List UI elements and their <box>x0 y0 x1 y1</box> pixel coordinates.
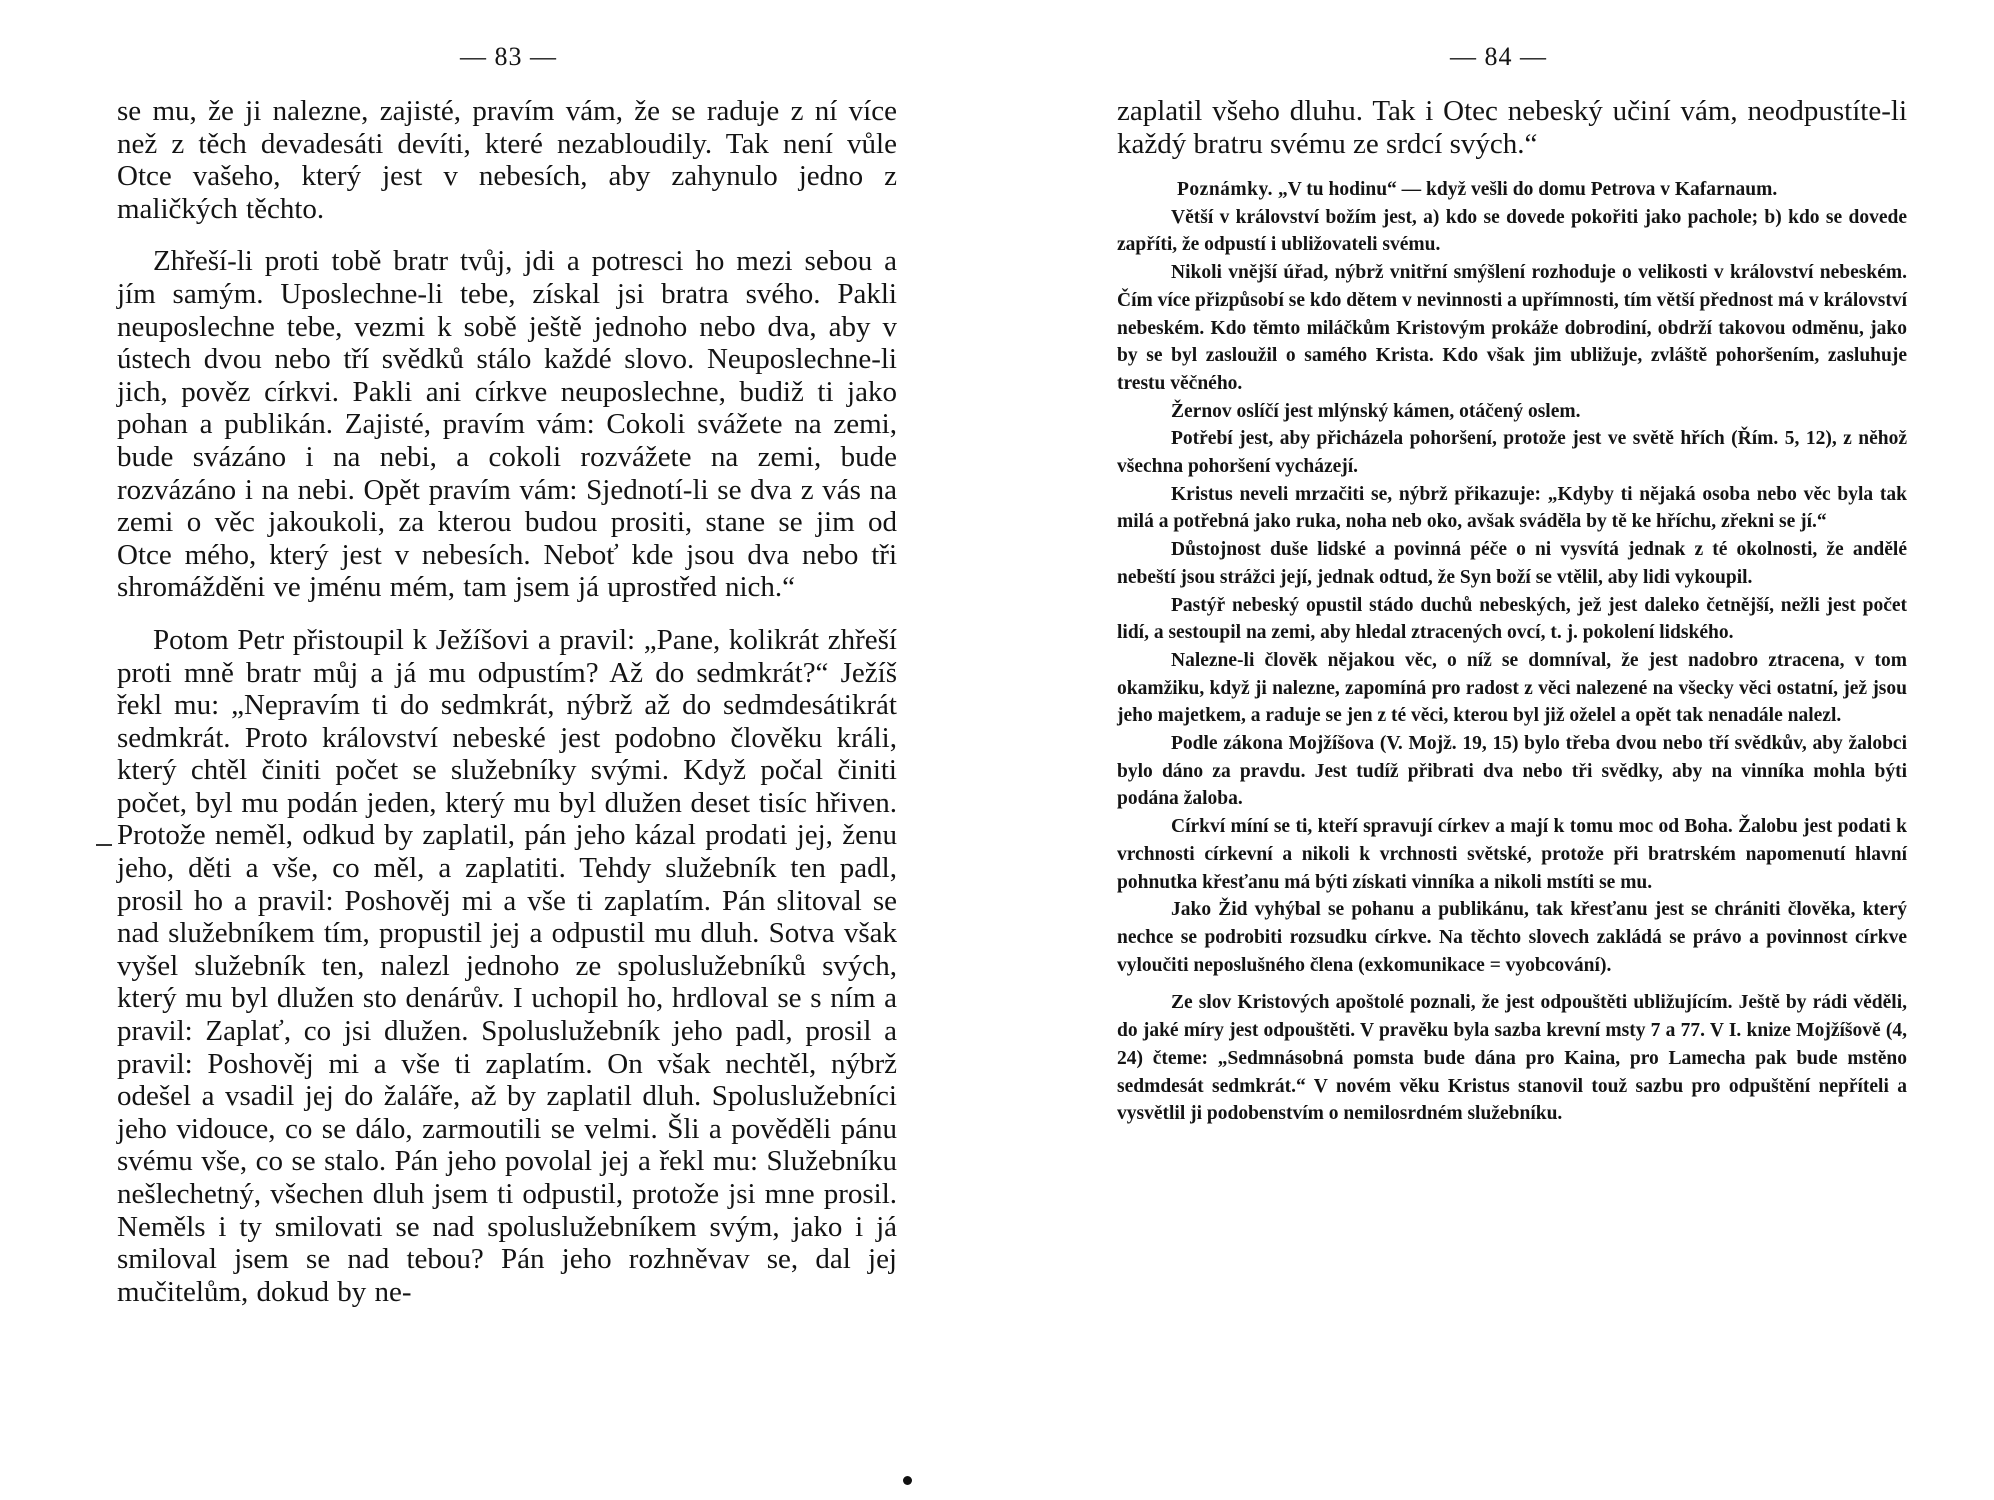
note-paragraph: Podle zákona Mojžíšova (V. Mojž. 19, 15) bylo třeba dvou nebo tří svědkův, aby žalobci bylo dáno za pravdu. Jest tudíž přibrati dva nebo tři svědky, aby na vinníka mohla býti podána žaloba. <box>1117 733 1907 810</box>
notes-section <box>1117 176 1907 1128</box>
right-page-number: — 84 — <box>1450 42 1547 71</box>
note-paragraph: Nikoli vnější úřad, nýbrž vnitřní smýšlení rozhoduje o velikosti v království nebeském. Čím více přizpůsobí se kdo dětem v nevinnosti a upřímnosti, tím větší přednost má v království nebeském. Kdo těmto miláčkům Kristovým prokáže dobrodiní, obdrží takovou odměnu, jako by se byl zasloužil o samého Krista. Kdo však jim ubližuje, zvláště pohoršením, zasluhuje trestu věčného. <box>1117 262 1907 394</box>
note-paragraph: Jako Žid vyhýbal se pohanu a publikánu, tak křesťanu jest se chrániti člověka, který nechce se podrobiti rozsudku církve. Na těchto slovech zakládá se právo a povinnost církve vyloučiti neposlušného člena (exkomunikace = vyobcování). <box>1117 899 1907 976</box>
left-page-number: — 83 — <box>460 42 557 71</box>
note-paragraph: Žernov oslíčí jest mlýnský kámen, otáčený oslem. <box>1171 400 1581 422</box>
notes-first-paragraph <box>1117 176 1907 204</box>
note-paragraph: Pastýř nebeský opustil stádo duchů nebeských, jež jest daleko četnější, nežli jest počet lidí, a sestoupil na zemi, aby hledal ztracených ovcí, t. j. pokolení lidského. <box>1117 594 1907 644</box>
margin-dash-mark <box>96 844 112 846</box>
left-paragraph-3: Potom Petr přistoupil k Ježíšovi a pravil: „Pane, kolikrát zhřeší proti mně bratr můj a já mu odpustím? Až do sedmkrát?“ Ježíš řekl mu: „Nepravím ti do sedmkrát, nýbrž až do sedmdesátikrát sedmkrát. Proto království nebeské jest podobno člověku králi, který chtěl činiti počet se služebníky svými. Když počal činiti počet, byl mu podán jeden, který mu byl dlužen deset tisíc hřiven. Protože neměl, odkud by zaplatil, pán jeho kázal prodati jej, ženu jeho, děti a vše, co měl, a zaplatiti. Tehdy služebník ten padl, prosil ho a pravil: Poshověj mi a vše ti zaplatím. Pán slitoval se nad služebníkem tím, propustil jej a odpustil mu dluh. Sotva však vyšel služebník ten, nalezl jednoho ze spoluslužebníků svých, který mu byl dlužen sto denárův. I uchopil ho, hrdloval se s ním a pravil: Zaplať, co jsi dlužen. Spoluslužebník jeho padl, prosil a pravil: Poshověj mi a vše ti zaplatím. On však nechtěl, nýbrž odešel a vsadil jej do žaláře, až by zaplatil dluh. Spoluslužebníci jeho vidouce, co se dálo, zarmoutili se velmi. Šli a pověděli pánu svému vše, co se stalo. Pán jeho povolal jej a řekl mu: Služebníku nešlechetný, všechen dluh jsem ti odpustil, protože jsi mne prosil. Neměls i ty smilovati se nad spoluslužebníkem svým, jako i já smiloval jsem se nad tebou? Pán jeho rozhněvav se, dal jej mučitelům, dokud by ne- <box>117 623 897 1308</box>
left-paragraph-2: Zhřeší-li proti tobě bratr tvůj, jdi a potresci ho mezi sebou a jím samým. Uposlechne-li tebe, získal jsi bratra svého. Pakli neuposlechne tebe, vezmi k sobě ještě jednoho nebo dva, aby v ústech dvou nebo tří svědků stálo každé slovo. Neuposlechne-li jich, pověz církvi. Pakli ani církve neuposlechne, budiž ti jako pohan a publikán. Zajisté, pravím vám: Cokoli svážete na zemi, bude svázáno i na nebi, a cokoli rozvážete na zemi, bude rozvázáno i na nebi. Opět pravím vám: Sjednotí-li se dva z vás na zemi o věc jakoukoli, za kterou budou prositi, stane se jim od Otce mého, který jest v nebesích. Neboť kde jsou dva nebo tři shromážděni ve jménu mém, tam jsem já uprostřed nich.“ <box>117 245 897 604</box>
left-page-body <box>117 95 897 1308</box>
bullet-dot-mark <box>903 1476 912 1485</box>
notes-first-text: „V tu hodinu“ — když vešli do domu Petrova v Kafarnaum. <box>1277 179 1778 200</box>
right-page-quote <box>1117 95 1907 160</box>
note-paragraph: Ze slov Kristových apoštolé poznali, že jest odpouštěti ubližujícím. Ještě by rádi věděli, do jaké míry jest odpouštěti. V pravěku byla sazba krevní msty 7 a 77. V I. knize Mojžíšově (4, 24) čteme: „Sedmnásobná pomsta bude dána pro Kaina, pro Lamecha pak bude mstěno sedmdesát sedmkrát.“ V novém věku Kristus stanovil touž sazbu pro odpuštění nepříteli a vysvětlil ji podobenstvím o nemilosrdném služebníku. <box>1117 992 1907 1125</box>
quote-ending: zaplatil všeho dluhu. Tak i Otec nebeský učiní vám, neodpustíte-li každý bratru svému ze srdcí svých.“ <box>1117 95 1907 160</box>
right-page <box>997 0 1994 1500</box>
note-paragraph: Církví míní se ti, kteří spravují církev a mají k tomu moc od Boha. Žalobu jest podati k vrchnosti církevní a nikoli k vrchnosti světské, protože při bratrském napomenutí hlavní pohnutka křesťanu má býti získati vinníka a nikoli mstíti se mu. <box>1117 816 1907 893</box>
note-paragraph: Nalezne-li člověk nějakou věc, o níž se domníval, že jest nadobro ztracena, v tom okamžiku, když ji nalezne, zapomíná pro radost z věci nalezené na všecky věci ostatní, jež jsou jeho majetkem, a raduje se jen z té věci, kterou byl již oželel a opět tak nenadále nalezl. <box>1117 649 1907 727</box>
note-paragraph: Důstojnost duše lidské a povinná péče o ni vysvítá jednak z té okolnosti, že andělé nebeští jsou strážci její, jednak odtud, že Syn boží se vtělil, aby lidi vykoupil. <box>1117 539 1907 588</box>
notes-heading: Poznámky. <box>1177 179 1274 200</box>
note-paragraph: Kristus neveli mrzačiti se, nýbrž přikazuje: „Kdyby ti nějaká osoba nebo věc byla tak milá a potřebná jako ruka, noha neb oko, avšak sváděla by tě ke hříchu, zřekni se jí.“ <box>1117 483 1907 533</box>
note-paragraph: Větší v království božím jest, a) kdo se dovede pokořiti jako pachole; b) kdo se dovede zapříti, že odpustí i ubližovateli svému. <box>1117 206 1907 256</box>
note-paragraph: Potřebí jest, aby přicházela pohoršení, protože jest ve světě hřích (Řím. 5, 12), z něhož všechna pohoršení vycházejí. <box>1117 428 1907 478</box>
left-paragraph-1: se mu, že ji nalezne, zajisté, pravím vám, že se raduje z ní více než z těch devadesáti devíti, které nezabloudily. Tak není vůle Otce vašeho, který jest v nebesích, aby zahynulo jedno z maličkých těchto. <box>117 95 897 225</box>
